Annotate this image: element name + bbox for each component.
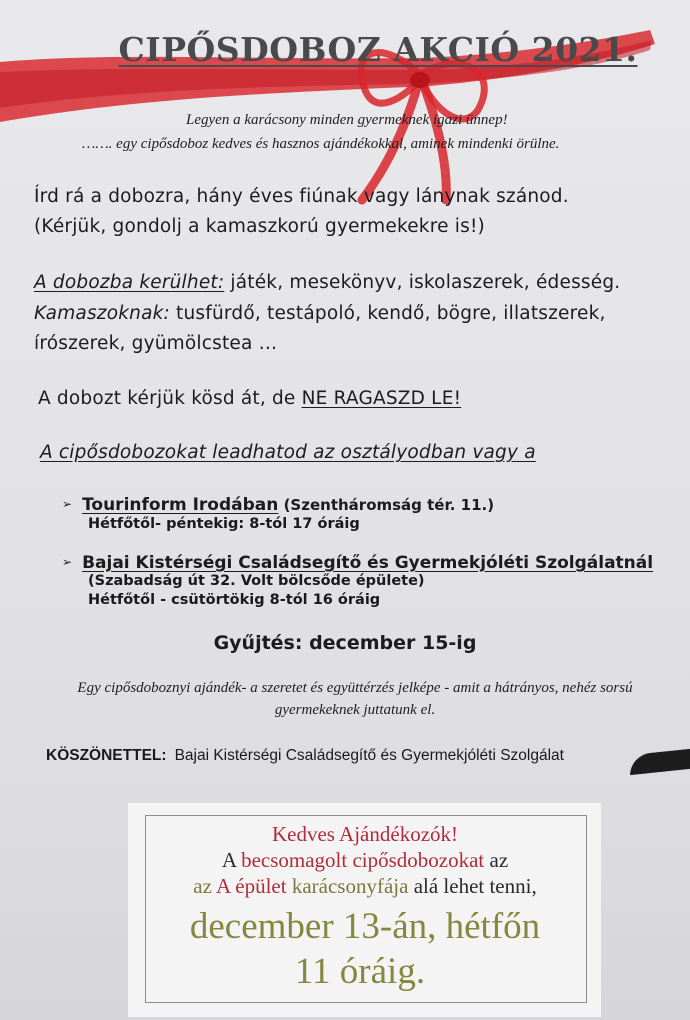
teens-label: Kamaszoknak: — [34, 303, 170, 324]
location-family-service — [62, 553, 653, 573]
closing-line-2: gyermekeknek juttatunk el. — [274, 702, 436, 718]
notice-highlight-boxes: becsomagolt cipősdobozokat — [241, 848, 485, 872]
tie-box-text: A dobozt kérjük kösd át, de — [38, 388, 302, 409]
notice-text: A — [221, 848, 242, 872]
thanks-label: KÖSZÖNETTEL: — [46, 747, 167, 764]
box-contents-label: A dobozba kerülhet: — [34, 272, 225, 293]
intro-line-1: Legyen a karácsony minden gyermeknek igazi ünnep! — [186, 112, 508, 128]
notice-text: az — [193, 874, 216, 898]
teens-contents-line — [34, 303, 606, 324]
shadow-decoration — [630, 749, 690, 775]
location-name: Bajai Kistérségi Családsegítő és Gyermekjóléti Szolgálatnál — [82, 553, 654, 573]
notice-line-3 — [0, 874, 690, 899]
notice-text-tree: karácsonyfája — [286, 874, 409, 898]
box-contents-line — [34, 272, 620, 293]
collection-deadline: Gyűjtés: december 15-ig — [213, 632, 477, 654]
notice-text: alá lehet tenni, — [408, 874, 537, 898]
location-hours: Hétfőtől - csütörtökig 8-tól 16 óráig — [88, 592, 381, 608]
location-name: Tourinform Irodában — [82, 495, 279, 515]
closing-line-1: Egy cipősdoboznyi ajándék- a szeretet és együttérzés jelképe - amit a hátrányos, nehéz sorsú — [77, 680, 633, 696]
page-title: CIPŐSDOBOZ AKCIÓ 2021. — [118, 30, 638, 69]
notice-text: az — [484, 848, 509, 872]
arrow-bullet-icon: ➢ — [62, 497, 73, 511]
box-contents-items: játék, mesekönyv, iskolaszerek, édesség. — [224, 272, 621, 293]
instruction-teenagers: (Kérjük, gondolj a kamaszkorú gyermekekre is!) — [34, 216, 485, 237]
tie-box-instruction — [38, 388, 461, 409]
teens-items-continued: írószerek, gyümölcstea … — [34, 333, 278, 354]
arrow-bullet-icon: ➢ — [62, 555, 73, 569]
instruction-age-gender: Írd rá a dobozra, hány éves fiúnak vagy lánynak szánod. — [34, 186, 569, 207]
notice-time: 11 óráig. — [294, 951, 426, 992]
location-tourinform — [62, 495, 494, 515]
notice-date: december 13-án, hétfőn — [189, 906, 541, 947]
location-hours: Hétfőtől- péntekig: 8-tól 17 óráig — [88, 516, 360, 532]
notice-line-2 — [0, 848, 690, 873]
notice-greeting: Kedves Ajándékozók! — [271, 822, 459, 846]
teens-items: tusfürdő, testápoló, kendő, bögre, illatszerek, — [169, 303, 606, 324]
do-not-tape-warning: NE RAGASZD LE! — [301, 388, 462, 409]
notice-highlight-building: A épület — [216, 874, 287, 898]
dropoff-heading: A cipősdobozokat leadhatod az osztályodban vagy a — [40, 442, 536, 463]
location-address: (Szentháromság tér. 11.) — [278, 496, 495, 514]
thanks-signature — [46, 747, 564, 765]
intro-line-2: ……. egy cipősdoboz kedves és hasznos ajándékokkal, aminek mindenki örülne. — [82, 136, 560, 152]
thanks-organization: Bajai Kistérségi Családsegítő és Gyermekjóléti Szolgálat — [174, 747, 564, 764]
location-address: (Szabadság út 32. Volt bölcsőde épülete) — [88, 573, 425, 589]
